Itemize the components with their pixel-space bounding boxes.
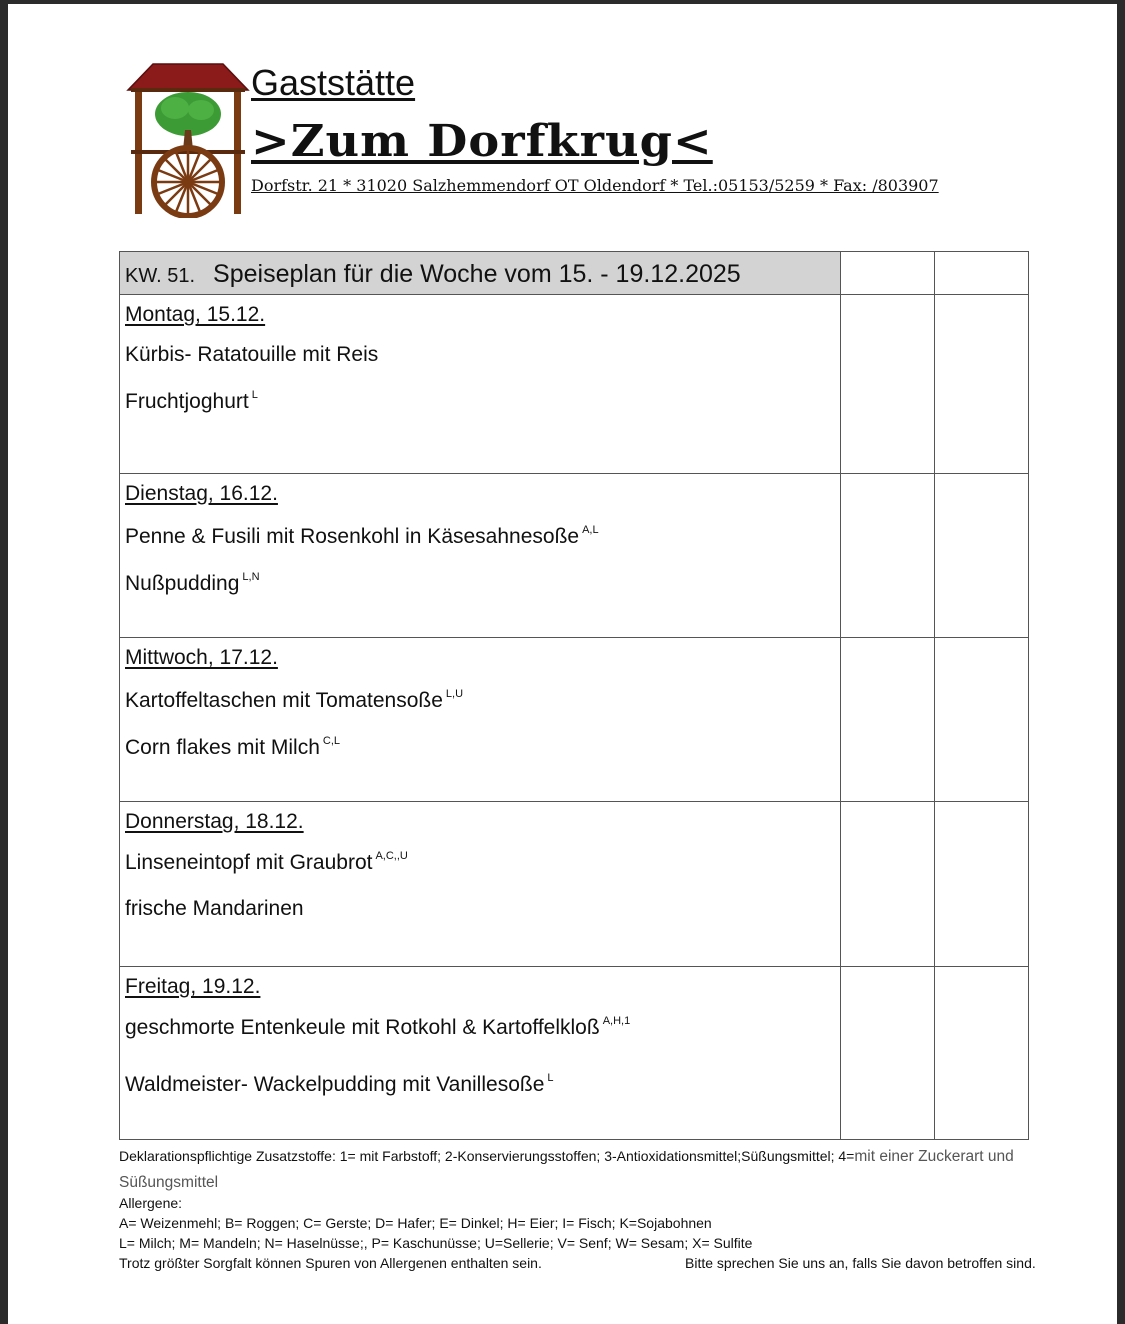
allergen-codes: L	[251, 389, 258, 401]
table-row	[120, 295, 1029, 474]
main-dish: Kürbis- Ratatouille mit Reis	[125, 343, 379, 366]
dessert: Fruchtjoghurt $^L$	[125, 389, 258, 413]
week-number: KW. 51.	[125, 265, 196, 287]
dessert: Corn flakes mit Milch $^{C,L}$	[125, 735, 341, 759]
allergens-label: Allergene:	[119, 1195, 183, 1211]
allergens-list-2: L= Milch; M= Mandeln; N= Haselnüsse;, P= Kaschunüsse; U=Sellerie; V= Senf; W= Sesam; X= Sulfite	[119, 1235, 753, 1251]
day-cell-tuesday	[120, 474, 841, 638]
empty-cell	[934, 295, 1028, 474]
empty-cell	[840, 802, 934, 967]
additives-note: Deklarationspflichtige Zusatzstoffe: 1= mit Farbstoff; 2-Konservierungsstoffen; 3-Antioxidationsmittel;Süßungsmittel; 4=mit einer Zuckerart und	[119, 1148, 1014, 1165]
footer-notes	[119, 1146, 1039, 1273]
day-title: Montag, 15.12.	[125, 303, 266, 326]
day-title: Dienstag, 16.12.	[125, 482, 278, 505]
day-title: Mittwoch, 17.12.	[125, 646, 278, 669]
contact-note: Bitte sprechen Sie uns an, falls Sie davon betroffen sind.	[685, 1255, 1036, 1271]
allergen-codes: A,L	[582, 524, 599, 536]
allergen-codes: L,U	[445, 688, 464, 700]
allergen-codes: C,L	[322, 735, 341, 747]
plan-title: Speiseplan für die Woche vom 15. - 19.12.2025	[213, 260, 741, 288]
allergen-codes: A,H,1	[602, 1015, 631, 1027]
empty-cell	[840, 295, 934, 474]
empty-cell	[934, 252, 1028, 295]
menu-page	[8, 4, 1117, 1324]
weekly-menu-table	[119, 251, 1029, 1140]
restaurant-type: Gaststätte	[251, 62, 416, 103]
day-cell-wednesday	[120, 638, 841, 802]
table-row	[120, 474, 1029, 638]
allergen-codes: L	[547, 1072, 554, 1084]
empty-cell	[840, 252, 934, 295]
empty-cell	[934, 474, 1028, 638]
allergen-codes: L,N	[242, 571, 260, 583]
table-row	[120, 802, 1029, 967]
restaurant-address: Dorfstr. 21 * 31020 Salzhemmendorf OT Oldendorf * Tel.:05153/5259 * Fax: /803907	[251, 176, 939, 195]
table-row	[120, 638, 1029, 802]
trace-note: Trotz größter Sorgfalt können Spuren von Allergenen enthalten sein.	[119, 1255, 542, 1271]
dorfkrug-logo-icon	[123, 58, 253, 218]
empty-cell	[934, 638, 1028, 802]
day-title: Freitag, 19.12.	[125, 975, 261, 998]
main-dish: geschmorte Entenkeule mit Rotkohl & Kartoffelkloß $^{A,H,1}$	[125, 1015, 631, 1039]
allergens-list-1: A= Weizenmehl; B= Roggen; C= Gerste; D= Hafer; E= Dinkel; H= Eier; I= Fisch; K=Sojabohnen	[119, 1215, 712, 1231]
trace-note-row	[119, 1253, 1039, 1273]
empty-cell	[934, 802, 1028, 967]
main-dish: Kartoffeltaschen mit Tomatensoße $^{L,U}$	[125, 688, 464, 712]
empty-cell	[840, 638, 934, 802]
day-cell-monday	[120, 295, 841, 474]
dessert: Nußpudding $^{L,N}$	[125, 571, 260, 595]
dessert: frische Mandarinen	[125, 897, 304, 920]
empty-cell	[840, 474, 934, 638]
plan-header-cell	[120, 252, 841, 295]
restaurant-name: >Zum Dorfkrug<	[251, 116, 713, 167]
dessert: Waldmeister- Wackelpudding mit Vanillesoße $^L$	[125, 1072, 554, 1096]
main-dish: Linseneintopf mit Graubrot $^{A,C,,U}$	[125, 850, 408, 874]
day-title: Donnerstag, 18.12.	[125, 810, 304, 833]
day-cell-thursday	[120, 802, 841, 967]
allergen-codes: A,C,,U	[375, 850, 408, 862]
table-row	[120, 967, 1029, 1140]
day-cell-friday	[120, 967, 841, 1140]
empty-cell	[840, 967, 934, 1140]
additives-note-cont: Süßungsmittel	[119, 1174, 219, 1191]
main-dish: Penne & Fusili mit Rosenkohl in Käsesahnesoße $^{A,L}$	[125, 524, 599, 548]
table-header-row	[120, 252, 1029, 295]
empty-cell	[934, 967, 1028, 1140]
